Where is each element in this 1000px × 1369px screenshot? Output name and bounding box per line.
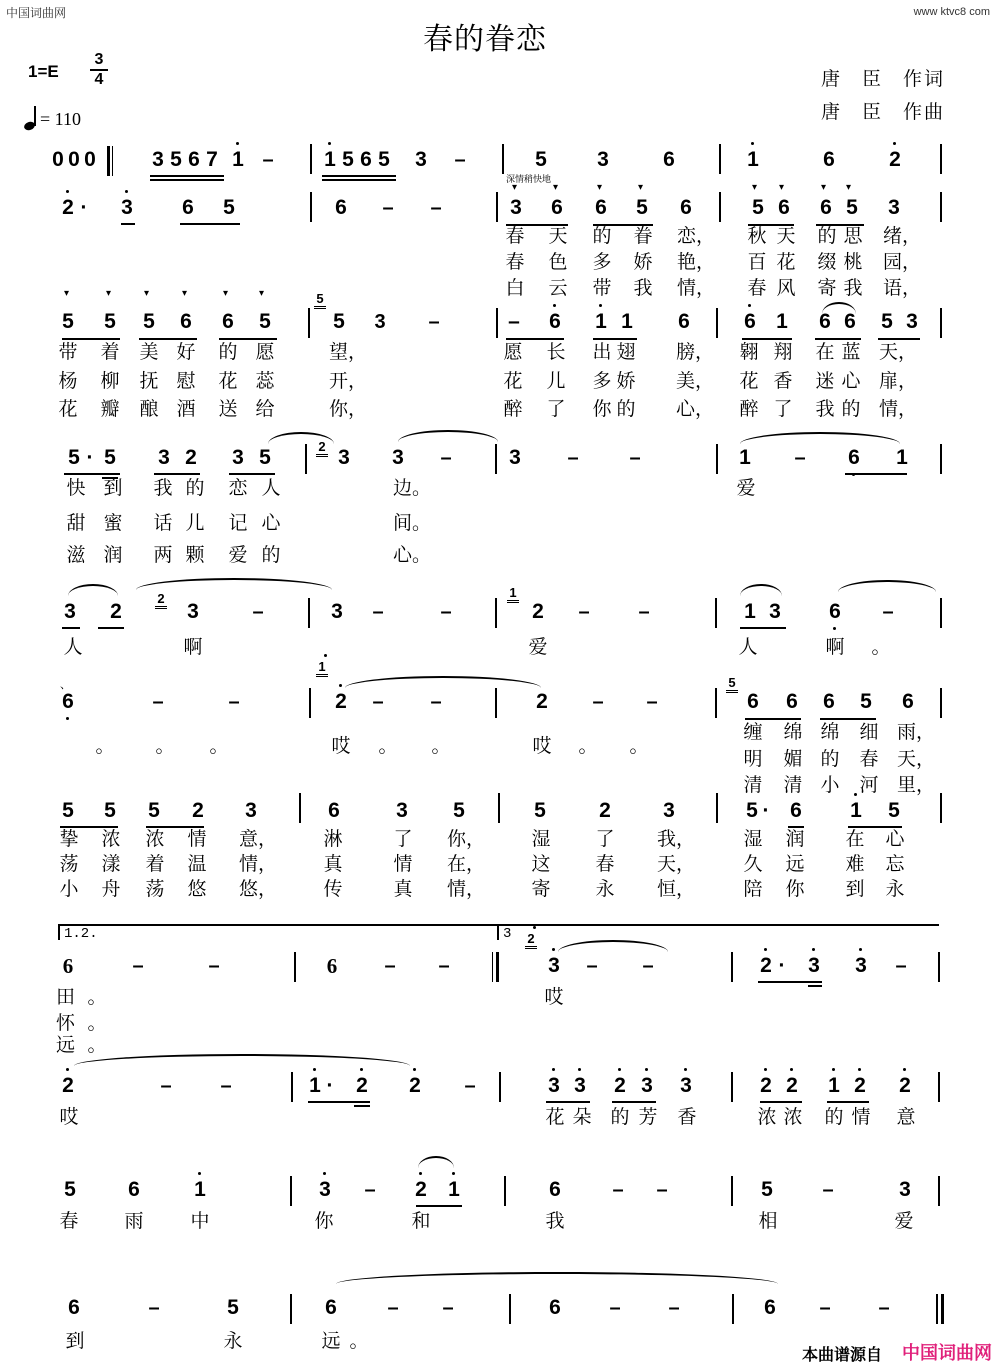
final-barline: [936, 1294, 938, 1324]
source-label: 本曲谱源自: [801, 1345, 882, 1364]
key-signature: 1=E: [28, 62, 59, 81]
repeat-end-barline: [492, 952, 493, 982]
expression-marking: 深情稍快地: [506, 175, 552, 185]
composer-credit: 唐臣作曲: [820, 101, 945, 123]
grace-note: 1: [316, 660, 328, 678]
source-site-link[interactable]: 中国词曲网: [902, 1343, 992, 1364]
quarter-note-icon: [24, 106, 38, 130]
time-signature: 3 4: [90, 52, 108, 88]
volta-1-2: 1.2.: [58, 924, 500, 940]
grace-note: 2: [155, 592, 167, 610]
site-watermark-top-left: 中国词曲网: [6, 6, 67, 20]
repeat-start-barline: [107, 146, 110, 176]
grace-note: 2: [525, 932, 537, 950]
site-watermark-top-right: www ktvc8 com: [913, 6, 990, 18]
song-title: 春的眷恋: [423, 22, 547, 57]
grace-note: 5: [726, 676, 738, 694]
volta-3: 3: [497, 924, 939, 940]
lyricist-credit: 唐臣作词: [820, 68, 945, 90]
grace-note: 1: [507, 586, 519, 604]
grace-note: 5: [314, 292, 326, 310]
tempo-marking: = 110: [24, 106, 81, 130]
grace-note: 2: [316, 440, 328, 458]
